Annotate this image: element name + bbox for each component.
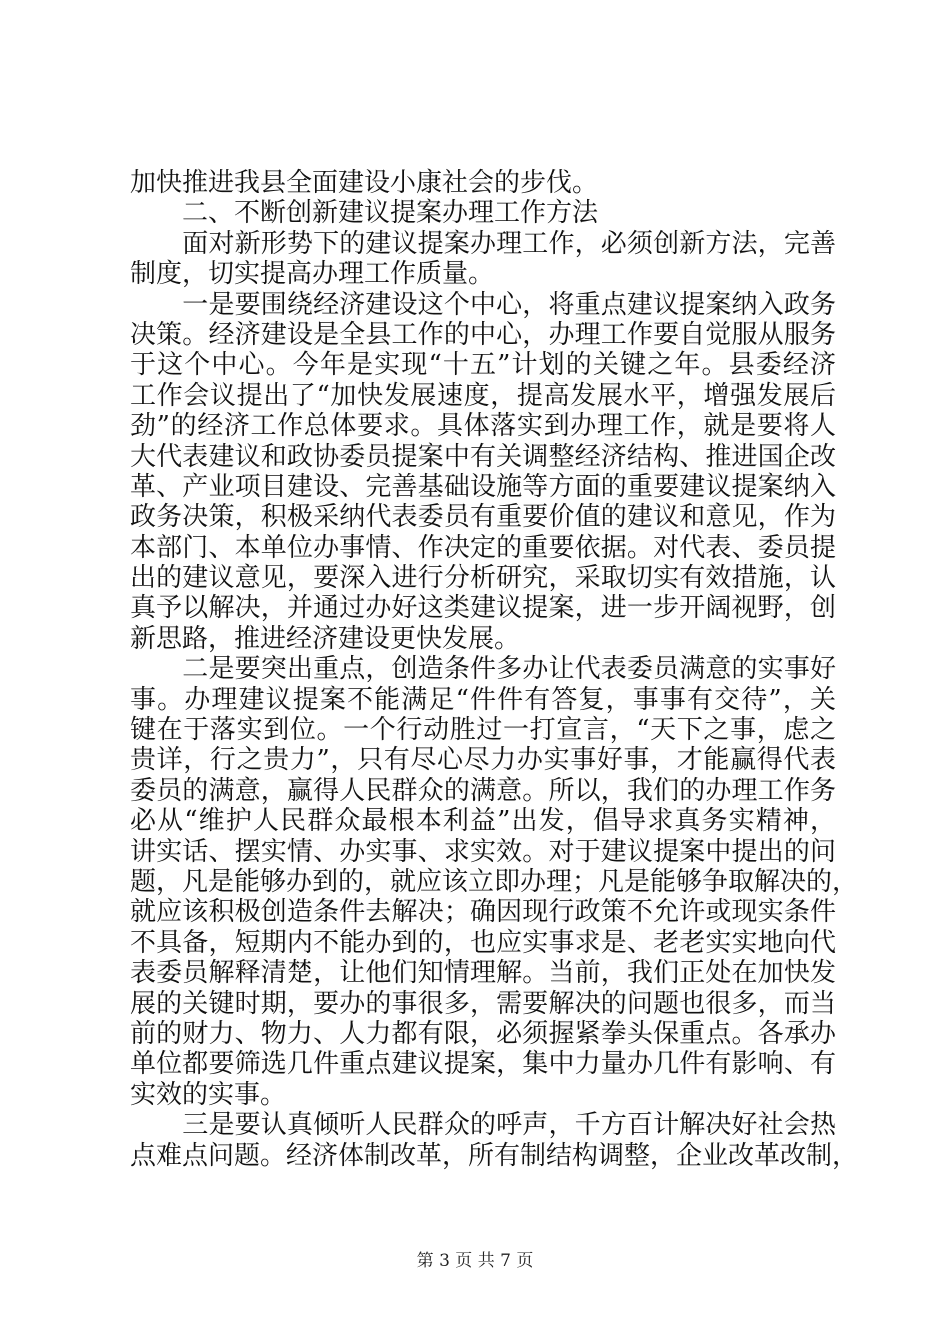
text-line: 出的建议意见，要深入进行分析研究，采取切实有效措施，认 [130,563,836,594]
text-line: 二是要突出重点，创造条件多办让代表委员满意的实事好 [130,654,836,685]
text-line: 不具备，短期内不能办到的，也应实事求是、老老实实地向代 [130,927,836,958]
text-line: 革、产业项目建设、完善基础设施等方面的重要建议提案纳入 [130,471,836,502]
text-line: 于这个中心。今年是实现“十五”计划的关键之年。县委经济 [130,350,836,381]
text-line: 事。办理建议提案不能满足“件件有答复，事事有交待”，关 [130,684,836,715]
text-line: 单位都要筛选几件重点建议提案，集中力量办几件有影响、有 [130,1049,836,1080]
text-line: 三是要认真倾听人民群众的呼声，千方百计解决好社会热 [130,1110,836,1141]
text-line: 大代表建议和政协委员提案中有关调整经济结构、推进国企改 [130,441,836,472]
text-line: 讲实话、摆实情、办实事、求实效。对于建议提案中提出的问 [130,836,836,867]
text-line: 点难点问题。经济体制改革，所有制结构调整，企业改革改制， [130,1140,859,1171]
text-line: 真予以解决，并通过办好这类建议提案，进一步开阔视野，创 [130,593,836,624]
text-line: 决策。经济建设是全县工作的中心，办理工作要自觉服从服务 [130,319,836,350]
body-text [130,168,859,1171]
text-line: 题，凡是能够办到的，就应该立即办理；凡是能够争取解决的， [130,866,859,897]
text-line: 键在于落实到位。一个行动胜过一打宣言，“天下之事，虑之 [130,715,836,746]
text-line: 必从“维护人民群众最根本利益”出发，倡导求真务实精神， [130,806,836,837]
text-line: 面对新形势下的建议提案办理工作，必须创新方法，完善 [130,228,836,259]
text-line: 政务决策，积极采纳代表委员有重要价值的建议和意见，作为 [130,502,836,533]
text-line: 展的关键时期，要办的事很多，需要解决的问题也很多，而当 [130,988,836,1019]
text-line: 实效的实事。 [130,1079,287,1110]
section-heading: 二、不断创新建议提案办理工作方法 [130,198,599,229]
text-line: 工作会议提出了“加快发展速度，提高发展水平，增强发展后 [130,380,836,411]
text-line: 表委员解释清楚，让他们知情理解。当前，我们正处在加快发 [130,958,836,989]
text-line: 劲”的经济工作总体要求。具体落实到办理工作，就是要将人 [130,411,836,442]
text-line: 一是要围绕经济建设这个中心，将重点建议提案纳入政务 [130,289,836,320]
text-line: 制度，切实提高办理工作质量。 [130,259,495,290]
text-line: 贵详，行之贵力”，只有尽心尽力办实事好事，才能赢得代表 [130,745,836,776]
text-line: 就应该积极创造条件去解决；确因现行政策不允许或现实条件 [130,897,836,928]
text-line: 加快推进我县全面建设小康社会的步伐。 [130,168,599,198]
text-line: 前的财力、物力、人力都有限，必须握紧拳头保重点。各承办 [130,1018,836,1049]
text-line: 委员的满意，赢得人民群众的满意。所以，我们的办理工作务 [130,775,836,806]
page-number-footer: 第 3 页 共 7 页 [416,1251,534,1271]
text-line: 新思路，推进经济建设更快发展。 [130,623,521,654]
text-line: 本部门、本单位办事情、作决定的重要依据。对代表、委员提 [130,532,836,563]
